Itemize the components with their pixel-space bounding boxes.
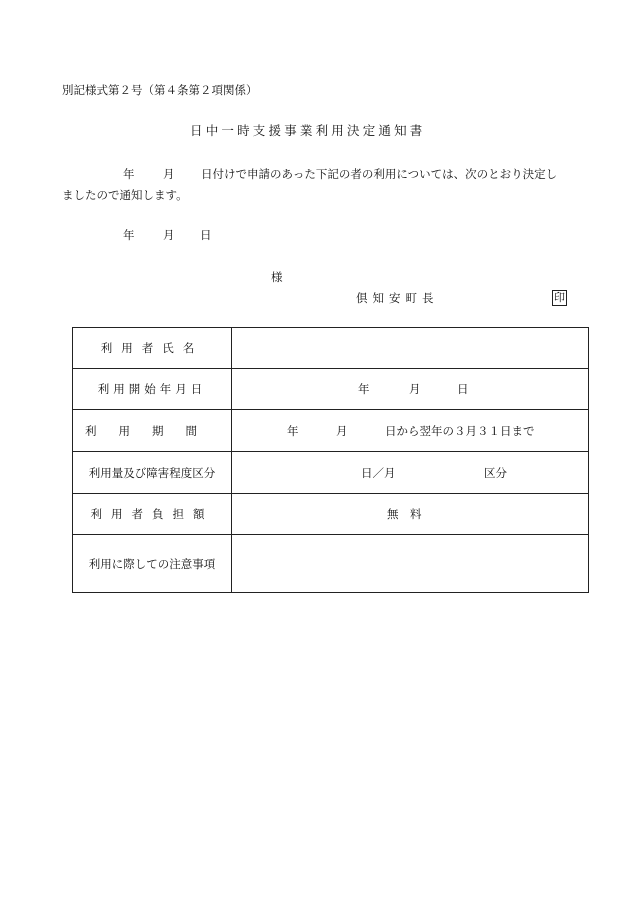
row-label-usage-amount: 利用量及び障害程度区分 <box>73 452 232 494</box>
table-row <box>73 328 589 369</box>
user-charge-field <box>232 494 589 535</box>
row-label-period: 利用期間 <box>73 410 232 452</box>
start-month-label: 月 <box>409 382 421 396</box>
table-row <box>73 535 589 593</box>
usage-amount-field <box>232 452 589 494</box>
table-row <box>73 494 589 535</box>
category-label: 区分 <box>484 465 507 480</box>
document-title: 日中一時支援事業利用決定通知書 <box>190 123 426 138</box>
days-per-month-label: 日／月 <box>361 465 396 480</box>
row-label-user-name: 利用者氏名 <box>73 328 232 369</box>
decision-table <box>72 327 589 593</box>
body-line2: ましたので通知します。 <box>62 188 188 202</box>
row-label-start-date: 利用開始年月日 <box>73 369 232 410</box>
body-year-label: 年 <box>123 167 135 181</box>
period-month-label: 月 <box>336 423 348 438</box>
period-rest-text: 日から翌年の３月３１日まで <box>385 423 535 438</box>
form-reference: 別記様式第２号（第４条第２項関係） <box>62 83 258 97</box>
start-year-label: 年 <box>358 382 370 396</box>
row-label-notes: 利用に際しての注意事項 <box>73 535 232 593</box>
period-field <box>232 410 589 452</box>
date-month-label: 月 <box>163 228 175 242</box>
start-date-field <box>232 369 589 410</box>
date-year-label: 年 <box>123 228 135 242</box>
user-name-field <box>232 328 589 369</box>
notes-field <box>232 535 589 593</box>
addressee-suffix: 様 <box>271 270 283 284</box>
table-row <box>73 410 589 452</box>
body-month-label: 月 <box>163 167 175 181</box>
table-row <box>73 452 589 494</box>
table-row <box>73 369 589 410</box>
charge-value: 無 料 <box>387 507 422 521</box>
issuer-name: 倶知安町長 <box>356 291 439 305</box>
body-line1: 日付けで申請のあった下記の者の利用については、次のとおり決定し <box>201 167 558 181</box>
period-year-label: 年 <box>287 423 299 438</box>
seal-mark: 印 <box>554 291 565 304</box>
date-day-label: 日 <box>200 228 212 242</box>
row-label-user-charge: 利用者負担額 <box>73 494 232 535</box>
start-day-label: 日 <box>457 382 469 396</box>
